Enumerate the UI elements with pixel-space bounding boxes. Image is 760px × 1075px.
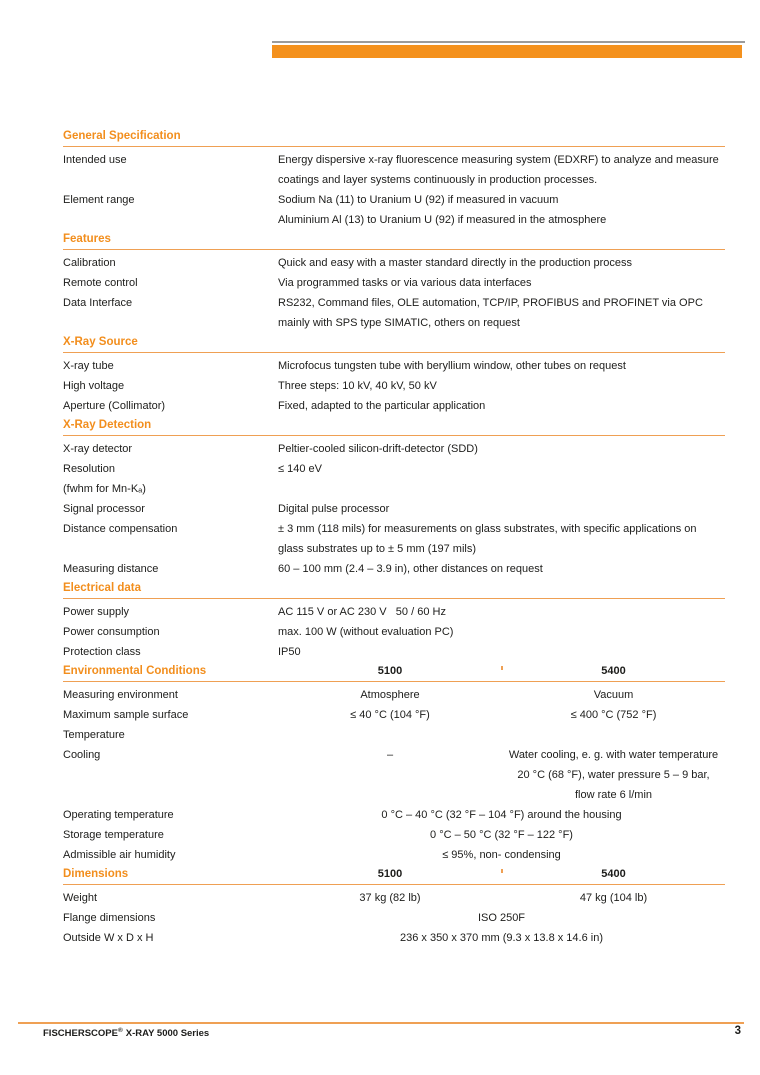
row-value-cell xyxy=(278,459,725,499)
value-model-5400: 47 kg (104 lb) xyxy=(579,892,648,904)
model-column-header-5400: 5400 xyxy=(601,868,626,880)
spec-row xyxy=(63,396,725,416)
row-value-cell xyxy=(278,602,725,622)
row-value-cell xyxy=(278,273,725,293)
row-label: Resolution xyxy=(63,463,115,475)
value-model-5100-cell xyxy=(278,745,502,805)
row-value-cell xyxy=(278,356,725,376)
footer-brand xyxy=(43,1027,209,1039)
value-model-5400: Vacuum xyxy=(593,689,634,701)
section-header-row xyxy=(63,664,725,682)
top-accent-orange-bar xyxy=(272,45,742,58)
row-value-cell xyxy=(278,293,725,333)
spec-row xyxy=(63,356,725,376)
row-label-cell xyxy=(63,559,278,579)
row-value: ≤ 140 eV xyxy=(278,463,322,475)
model-column-header-5100: 5100 xyxy=(377,868,403,880)
row-value-centered: 0 °C – 50 °C (32 °F – 122 °F) xyxy=(430,829,573,841)
row-label: X-ray detector xyxy=(63,443,133,455)
spec-row xyxy=(63,439,725,459)
row-label: Operating temperature xyxy=(63,809,174,821)
row-value-cell xyxy=(278,253,725,273)
row-label: Remote control xyxy=(63,277,138,289)
row-label: (fwhm for Mn-Kₐ) xyxy=(63,483,146,495)
section-dimensions xyxy=(63,867,725,948)
spec-row xyxy=(63,150,725,190)
row-value: Sodium Na (11) to Uranium U (92) if measured in vacuum xyxy=(278,194,559,206)
row-label-cell xyxy=(63,805,278,825)
footer-rule xyxy=(18,1022,744,1024)
section-heading: X-Ray Detection xyxy=(63,419,152,431)
row-value: Aluminium Al (13) to Uranium U (92) if measured in the atmosphere xyxy=(278,214,607,226)
value-model-5100: 37 kg (82 lb) xyxy=(359,892,421,904)
spec-row xyxy=(63,559,725,579)
row-value-cell xyxy=(278,190,725,230)
row-value-cell xyxy=(278,150,725,190)
row-label: Storage temperature xyxy=(63,829,164,841)
row-label: Protection class xyxy=(63,646,141,658)
row-value: Energy dispersive x-ray fluorescence measuring system (EDXRF) to analyze and measure xyxy=(278,154,719,166)
row-value: mainly with SPS type SIMATIC, others on request xyxy=(278,317,520,329)
row-label-cell xyxy=(63,253,278,273)
row-value: Fixed, adapted to the particular application xyxy=(278,400,486,412)
row-label-cell xyxy=(63,908,278,928)
row-label-cell xyxy=(63,745,278,805)
row-value: coatings and layer systems continuously in production processes. xyxy=(278,174,598,186)
row-label: Outside W x D x H xyxy=(63,932,154,944)
row-label: Intended use xyxy=(63,154,127,166)
value-model-5100-cell xyxy=(278,888,502,908)
spec-row xyxy=(63,705,725,745)
row-value: Quick and easy with a master standard directly in the production process xyxy=(278,257,633,269)
row-value: RS232, Command files, OLE automation, TCP/IP, PROFIBUS and PROFINET via OPC xyxy=(278,297,703,309)
spec-row xyxy=(63,602,725,622)
section-heading: X-Ray Source xyxy=(63,336,138,348)
spec-row xyxy=(63,519,725,559)
row-label: Measuring distance xyxy=(63,563,159,575)
row-value: max. 100 W (without evaluation PC) xyxy=(278,626,454,638)
section-x-ray-source xyxy=(63,335,725,416)
row-value-centered: 236 x 350 x 370 mm (9.3 x 13.8 x 14.6 in) xyxy=(399,932,603,944)
value-model-5100: Atmosphere xyxy=(360,689,420,701)
row-value: ± 3 mm (118 mils) for measurements on glass substrates, with specific applications on xyxy=(278,523,697,535)
spec-row xyxy=(63,908,725,928)
row-label-cell xyxy=(63,356,278,376)
row-label-cell xyxy=(63,150,278,190)
row-label-cell xyxy=(63,825,278,845)
row-value-centered-cell xyxy=(278,805,725,825)
row-value-centered: ISO 250F xyxy=(477,912,526,924)
row-label: Temperature xyxy=(63,729,125,741)
value-model-5100-cell xyxy=(278,685,502,705)
section-header-row xyxy=(63,129,725,147)
section-header-row xyxy=(63,232,725,250)
row-label-cell xyxy=(63,459,278,499)
row-label: Weight xyxy=(63,892,98,904)
spec-row xyxy=(63,293,725,333)
row-label: Aperture (Collimator) xyxy=(63,400,166,412)
row-value: Microfocus tungsten tube with beryllium window, other tubes on request xyxy=(278,360,626,372)
spec-row xyxy=(63,745,725,805)
row-value-cell xyxy=(278,559,725,579)
value-model-5400-cell xyxy=(502,888,725,908)
row-label-cell xyxy=(63,642,278,662)
row-value-centered-cell xyxy=(278,928,725,948)
section-header-row xyxy=(63,867,725,885)
row-label: Calibration xyxy=(63,257,116,269)
section-heading: Electrical data xyxy=(63,582,141,594)
row-label-cell xyxy=(63,705,278,745)
row-label: Flange dimensions xyxy=(63,912,156,924)
row-value-cell xyxy=(278,499,725,519)
row-label-cell xyxy=(63,888,278,908)
value-model-5100: ≤ 40 °C (104 °F) xyxy=(350,709,430,721)
row-label-cell xyxy=(63,499,278,519)
value-model-5400-cell xyxy=(502,685,725,705)
row-label-cell xyxy=(63,439,278,459)
row-value: IP50 xyxy=(278,646,301,658)
value-model-5100-cell xyxy=(278,705,502,745)
page-number: 3 xyxy=(734,1025,741,1037)
row-label-cell xyxy=(63,396,278,416)
row-label-cell xyxy=(63,376,278,396)
value-model-5400-cell xyxy=(502,745,725,805)
value-model-5400-cell xyxy=(502,705,725,745)
spec-row xyxy=(63,888,725,908)
section-heading: General Specification xyxy=(63,130,181,142)
row-value-centered-cell xyxy=(278,825,725,845)
spec-row xyxy=(63,499,725,519)
row-value-centered: 0 °C – 40 °C (32 °F – 104 °F) around the housing xyxy=(381,809,622,821)
row-value-cell xyxy=(278,519,725,559)
row-label: High voltage xyxy=(63,380,125,392)
row-label-cell xyxy=(63,190,278,230)
row-value: Peltier-cooled silicon-drift-detector (SDD) xyxy=(278,443,478,455)
spec-row xyxy=(63,459,725,499)
section-header-row xyxy=(63,418,725,436)
spec-table-content xyxy=(63,127,725,948)
row-label: Distance compensation xyxy=(63,523,178,535)
value-model-5400: flow rate 6 l/min xyxy=(574,789,653,801)
value-model-5400: Water cooling, e. g. with water temperature xyxy=(508,749,719,761)
row-value-cell xyxy=(278,376,725,396)
spec-row xyxy=(63,805,725,825)
spec-row xyxy=(63,642,725,662)
row-label-cell xyxy=(63,622,278,642)
section-electrical-data xyxy=(63,581,725,662)
section-heading: Dimensions xyxy=(63,868,129,880)
section-features xyxy=(63,232,725,333)
row-label-cell xyxy=(63,928,278,948)
footer-series-name: X-RAY 5000 Series xyxy=(125,1028,210,1040)
top-accent-gray-line xyxy=(272,41,745,43)
section-header-row xyxy=(63,581,725,599)
spec-row xyxy=(63,190,725,230)
spec-row xyxy=(63,845,725,865)
column-divider-line xyxy=(501,666,503,670)
row-value: Via programmed tasks or via various data interfaces xyxy=(278,277,532,289)
row-label-cell xyxy=(63,293,278,333)
row-label: Cooling xyxy=(63,749,101,761)
column-divider-line xyxy=(501,869,503,873)
row-label: Maximum sample surface xyxy=(63,709,189,721)
model-column-header-5400: 5400 xyxy=(601,665,626,677)
row-label: Admissible air humidity xyxy=(63,849,176,861)
section-environmental-conditions xyxy=(63,664,725,865)
spec-row xyxy=(63,273,725,293)
registered-trademark-symbol: ® xyxy=(117,1027,123,1034)
row-value: AC 115 V or AC 230 V 50 / 60 Hz xyxy=(278,606,446,618)
row-label-cell xyxy=(63,685,278,705)
row-value-cell xyxy=(278,642,725,662)
row-label: X-ray tube xyxy=(63,360,114,372)
value-model-5400: ≤ 400 °C (752 °F) xyxy=(570,709,657,721)
spec-row xyxy=(63,685,725,705)
value-model-5400: 20 °C (68 °F), water pressure 5 – 9 bar, xyxy=(517,769,710,781)
row-value: glass substrates up to ± 5 mm (197 mils) xyxy=(278,543,476,555)
value-model-5100: – xyxy=(386,749,394,761)
section-heading: Features xyxy=(63,233,111,245)
row-value-centered-cell xyxy=(278,845,725,865)
spec-row xyxy=(63,928,725,948)
row-label: Element range xyxy=(63,194,135,206)
row-value-centered-cell xyxy=(278,908,725,928)
section-x-ray-detection xyxy=(63,418,725,579)
section-general-specification xyxy=(63,129,725,230)
row-label: Data Interface xyxy=(63,297,133,309)
row-value-centered: ≤ 95%, non- condensing xyxy=(442,849,561,861)
spec-row xyxy=(63,622,725,642)
row-value-cell xyxy=(278,439,725,459)
model-column-header-5100: 5100 xyxy=(377,665,403,677)
row-label-cell xyxy=(63,273,278,293)
row-value: Three steps: 10 kV, 40 kV, 50 kV xyxy=(278,380,437,392)
row-value-cell xyxy=(278,396,725,416)
row-label-cell xyxy=(63,602,278,622)
row-label: Measuring environment xyxy=(63,689,178,701)
row-value-cell xyxy=(278,622,725,642)
spec-row xyxy=(63,825,725,845)
section-heading: Environmental Conditions xyxy=(63,665,207,677)
row-label: Power supply xyxy=(63,606,130,618)
section-header-row xyxy=(63,335,725,353)
row-label-cell xyxy=(63,845,278,865)
row-label: Power consumption xyxy=(63,626,160,638)
row-label-cell xyxy=(63,519,278,559)
row-value: 60 – 100 mm (2.4 – 3.9 in), other distances on request xyxy=(278,563,543,575)
footer-brand-name: FISCHERSCOPE xyxy=(43,1028,118,1040)
row-value: Digital pulse processor xyxy=(278,503,390,515)
row-label: Signal processor xyxy=(63,503,145,515)
spec-row xyxy=(63,376,725,396)
spec-row xyxy=(63,253,725,273)
